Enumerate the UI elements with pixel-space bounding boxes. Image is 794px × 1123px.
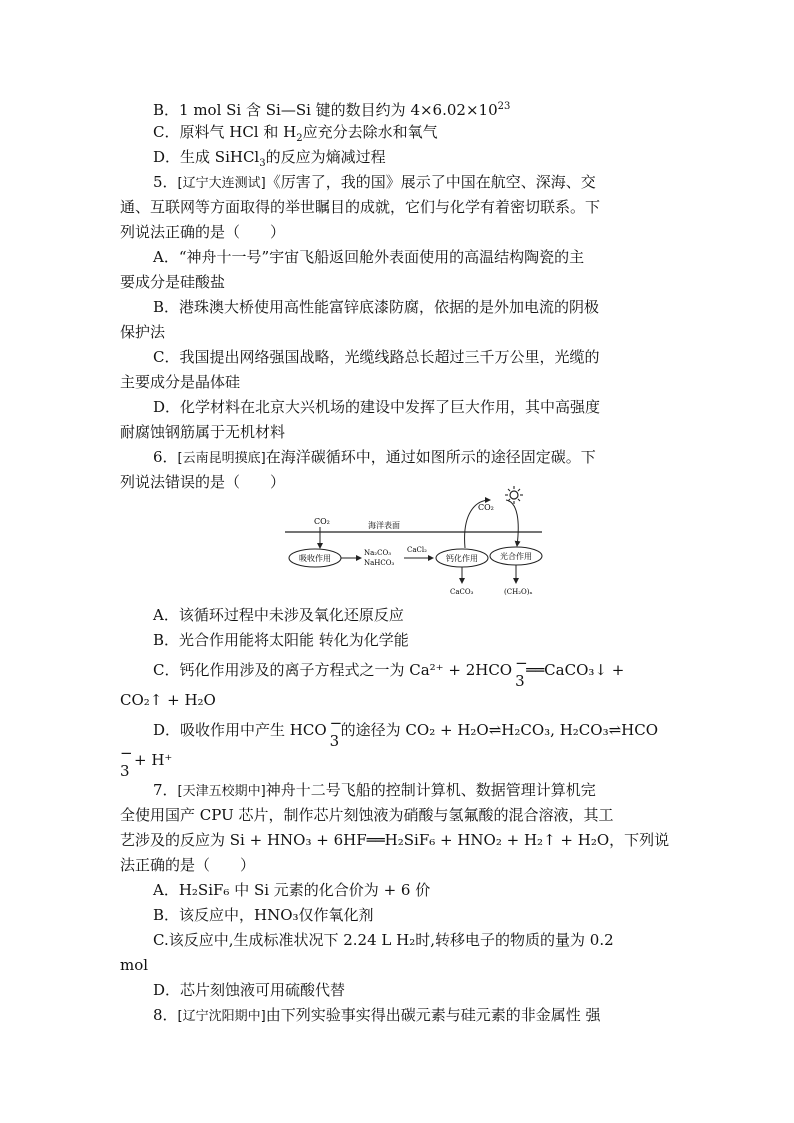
sun-icon xyxy=(505,486,523,504)
q4-option-d: D．生成 SiHCl$_3$的反应为熵减过程 xyxy=(153,148,386,169)
q4-option-c: C．原料气 HCl 和 $H_2$应充分去除水和氧气 xyxy=(153,123,438,144)
uptake-arrow xyxy=(506,500,518,546)
calcification-label: 钙化作用 xyxy=(446,554,478,563)
q6-stem: 6．[云南昆明摸底]在海洋碳循环中，通过如图所示的途径固定碳。下 xyxy=(153,448,596,466)
ch2o-label: (CH₂O)ₙ xyxy=(504,588,533,596)
q5-option-a-line2: 要成分是硅酸盐 xyxy=(120,273,226,291)
q7-option-c-line2: mol xyxy=(120,956,149,974)
q5-option-b: B．港珠澳大桥使用高性能富锌底漆防腐，依据的是外加电流的阴极 xyxy=(153,298,600,316)
co2-label-top: CO₂ xyxy=(478,503,494,512)
q5-stem-line2: 通、互联网等方面取得的举世瞩目的成就，它们与化学有着密切联系。下 xyxy=(120,198,601,216)
q6-option-a: A．该循环过程中未涉及氧化还原反应 xyxy=(153,606,404,624)
sea-surface-label: 海洋表面 xyxy=(368,521,400,530)
q5-stem-line3: 列说法正确的是（ ） xyxy=(120,223,286,241)
q5-option-a: A．“神舟十一号”宇宙飞船返回舱外表面使用的高温结构陶瓷的主 xyxy=(153,248,585,266)
nahco3-label: NaHCO₃ xyxy=(364,559,395,567)
q7-option-c: C.该反应中,生成标准状况下 2.24 L H₂时,转移电子的物质的量为 0.2 xyxy=(153,931,614,949)
q8-stem: 8．[辽宁沈阳期中]由下列实验事实得出碳元素与硅元素的非金属性 强 xyxy=(153,1006,601,1024)
q7-stem: 7．[天津五校期中]神舟十二号飞船的控制计算机、数据管理计算机完 xyxy=(153,781,596,799)
absorption-label: 吸收作用 xyxy=(299,554,331,563)
ocean-carbon-cycle-diagram xyxy=(280,482,560,602)
q7-stem-line4: 法正确的是（ ） xyxy=(120,856,256,874)
q6-option-c: C．钙化作用涉及的离子方程式之一为 Ca²⁺ + 2HCO − 3 ══CaCO₃↓ + xyxy=(153,654,625,690)
q5-option-d: D．化学材料在北京大兴机场的建设中发挥了巨大作用，其中高强度 xyxy=(153,398,601,416)
q7-option-d: D．芯片刻蚀液可用硫酸代替 xyxy=(153,981,346,999)
q6-stem-line2: 列说法错误的是（ ） xyxy=(120,473,286,491)
q7-stem-line3: 艺涉及的反应为 Si + HNO₃ + 6HF══H₂SiF₆ + HNO₂ + H₂↑ + H₂O，下列说 xyxy=(120,831,670,849)
q7-option-b: B．该反应中，HNO₃仅作氧化剂 xyxy=(153,906,374,924)
q5-option-c-line2: 主要成分是晶体硅 xyxy=(120,373,241,391)
na2co3-label: Na₂CO₃ xyxy=(364,549,392,557)
photosynthesis-label: 光合作用 xyxy=(500,552,532,561)
co2-label-left: CO₂ xyxy=(314,517,330,526)
caco3-label: CaCO₃ xyxy=(450,588,474,596)
q4-option-b: B．1 mol Si 含 Si—Si 键的数目约为 $4\times 6.02\times 10^{23}$ xyxy=(153,101,511,119)
q6-option-d: D．吸收作用中产生 HCO − 3 的途径为 CO₂ + H₂O⇌H₂CO₃, H₂CO₃⇌HCO xyxy=(153,714,659,750)
cacl2-label: CaCl₂ xyxy=(407,546,427,554)
q7-stem-line2: 全使用国产 CPU 芯片，制作芯片刻蚀液为硝酸与氢氟酸的混合溶液，其工 xyxy=(120,806,614,824)
q5-stem: 5．[辽宁大连测试]《厉害了，我的国》展示了中国在航空、深海、交 xyxy=(153,173,596,191)
q6-option-d-line2: − 3 + H⁺ xyxy=(120,744,173,780)
q6-option-c-line2: CO₂↑ + H₂O xyxy=(120,691,216,709)
q7-option-a: A．H₂SiF₆ 中 Si 元素的化合价为 + 6 价 xyxy=(153,881,431,899)
q5-option-d-line2: 耐腐蚀钢筋属于无机材料 xyxy=(120,423,286,441)
q5-option-c: C．我国提出网络强国战略，光缆线路总长超过三千万公里，光缆的 xyxy=(153,348,600,366)
q6-option-b: B．光合作用能将太阳能 转化为化学能 xyxy=(153,631,409,649)
q5-option-b-line2: 保护法 xyxy=(120,323,166,341)
